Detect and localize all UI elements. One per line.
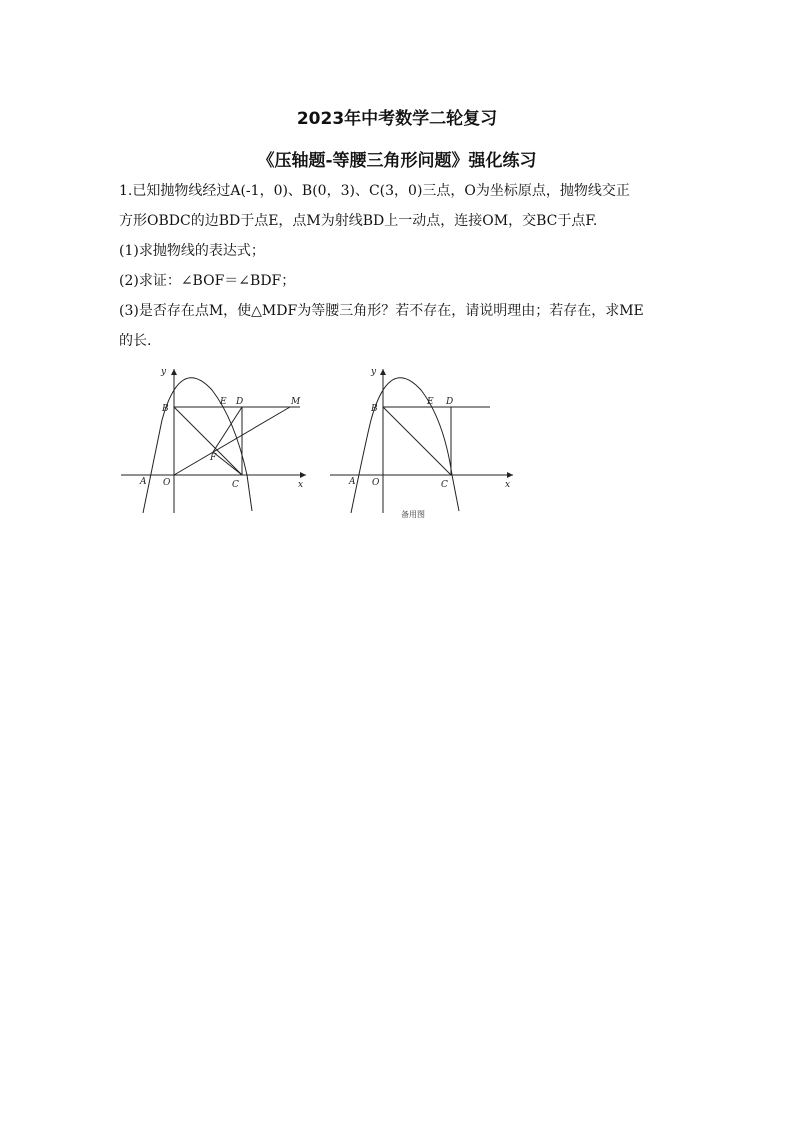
figure-caption: 备用图 bbox=[401, 510, 425, 519]
label-y: y bbox=[371, 367, 377, 377]
label-A: A bbox=[349, 477, 356, 487]
label-F: F bbox=[210, 453, 217, 463]
label-C: C bbox=[441, 480, 448, 490]
question-1: (1)求抛物线的表达式； bbox=[119, 243, 265, 259]
label-O: O bbox=[163, 478, 171, 488]
label-B: B bbox=[162, 404, 169, 414]
question-3-line-1: (3)是否存在点M，使△MDF为等腰三角形？若不存在，请说明理由；若存在，求ME bbox=[119, 303, 644, 319]
page-subtitle: 《压轴题-等腰三角形问题》强化练习 bbox=[257, 151, 537, 171]
label-D: D bbox=[236, 397, 244, 407]
label-A: A bbox=[140, 477, 147, 487]
label-O: O bbox=[372, 478, 380, 488]
label-C: C bbox=[232, 480, 239, 490]
label-y: y bbox=[161, 367, 167, 377]
segment-BC bbox=[383, 407, 451, 475]
y-axis-arrow bbox=[380, 369, 386, 375]
problem-line-1: 1.已知抛物线经过A(-1，0)、B(0，3)、C(3，0)三点，O为坐标原点，抛物线交正 bbox=[119, 183, 630, 199]
question-2: (2)求证：∠BOF＝∠BDF； bbox=[119, 273, 296, 289]
label-M: M bbox=[291, 397, 301, 407]
problem-line-2: 方形OBDC的边BD于点E，点M为射线BD上一动点，连接OM，交BC于点F. bbox=[119, 213, 598, 229]
parabola bbox=[351, 378, 459, 513]
label-D: D bbox=[446, 397, 454, 407]
page-title: 2023年中考数学二轮复习 bbox=[296, 109, 498, 129]
label-E: E bbox=[427, 397, 434, 407]
label-x: x bbox=[505, 480, 511, 490]
label-E: E bbox=[220, 397, 227, 407]
label-B: B bbox=[371, 404, 378, 414]
label-x: x bbox=[298, 480, 304, 490]
question-3-line-2: 的长. bbox=[119, 333, 152, 349]
x-axis-arrow bbox=[507, 472, 513, 478]
